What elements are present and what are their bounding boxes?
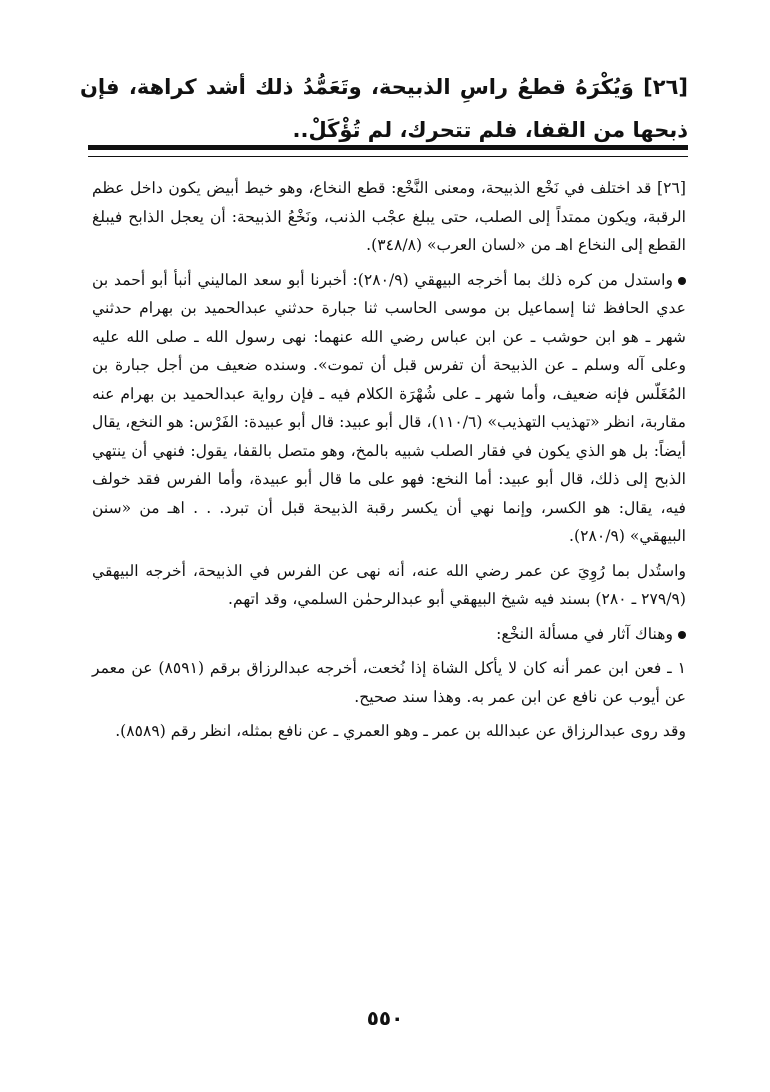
page-number: ٥٥٠: [366, 1006, 404, 1030]
footnote-body: [92, 174, 686, 746]
section-heading: [٢٦] وَيُكْرَهُ قطعُ راسِ الذبيحة، وتَعَمُّدُ ذلك أشد كراهة، فإن ذبحها من القفا، فلم تتحرك، لم تُؤْكَلْ..: [80, 75, 688, 142]
paragraph-text: ١ ـ فعن ابن عمر أنه كان لا يأكل الشاة إذا نُخعت، أخرجه عبدالرزاق برقم (٨٥٩١) عن معمر عن أيوب عن نافع عن ابن عمر به. وهذا سند صحيح.: [92, 659, 686, 706]
bullet-dot-icon: [678, 277, 686, 285]
paragraph-bayhaqi-evidence: [92, 266, 686, 551]
paragraph-text: وقد روى عبدالرزاق عن عبدالله بن عمر ـ وهو العمري ـ عن نافع بمثله، انظر رقم (٨٥٨٩).: [115, 722, 686, 740]
paragraph-text: واستُدل بما رُوِيَ عن عمر رضي الله عنه، أنه نهى عن الفرس في الذبيحة، أخرجه البيهقي (٢٧٩/٩ ـ ٢٨٠) بسند فيه شيخ البيهقي أبو عبدالرحمٰن السلمي، وقد اتهم.: [92, 561, 686, 608]
paragraph-ibn-umar: [92, 654, 686, 711]
paragraph-umar-report: [92, 557, 686, 614]
heading-rule-thin: [88, 156, 688, 157]
paragraph-text: واستدل من كره ذلك بما أخرجه البيهقي (٢٨٠/٩): أخبرنا أبو سعد الماليني أنبأ أبو أحمد بن عدي الحافظ ثنا إسماعيل بن موسى الحاسب ثنا جبارة حدثني عبدالحميد بن بهرام حدثني شهر ـ هو ابن حوشب ـ عن ابن عباس رضي الله عنهما: نهى رسول الله ـ صلى الله عليه وعلى آله وسلم ـ عن الذبيحة أن تفرس قبل أن تموت». وسنده ضعيف من أجل جبارة بن المُغَلّس فإنه ضعيف، وأما شهر ـ على شُهْرَة الكلام فيه ـ فإن رواية عبدالحميد بن بهرام عنه مقاربة، انظر «تهذيب التهذيب» (١١٠/٦)، قال أبو عبيد: قال أبو عبيدة: الفَرْس: هو النخع، يقال أيضاً: بل هو الذي يكون في فقار الصلب شبيه بالمخ، وهو متصل بالقفا، يقول: فنهي أن ينتهي الذبح إلى ذلك، قال أبو عبيد: أما النخع: فهو على ما قال أبو عبيدة، وأما الفرس فقد خولف فيه، يقال: هو الكسر، وإنما نهي أن يكسر رقبة الذبيحة قبل أن تبرد. . . اهـ من «سنن البيهقي» (٢٨٠/٩).: [92, 270, 686, 545]
bullet-dot-icon: [678, 631, 686, 639]
heading-rule-thick: [88, 145, 688, 150]
paragraph-athar-intro: [92, 620, 686, 649]
paragraph-text: [٢٦] قد اختلف في نَخْع الذبيحة، ومعنى النَّخْع: قطع النخاع، وهو خيط أبيض يكون داخل عظم الرقبة، ويكون ممتداً إلى الصلب، حتى يبلغ عجْب الذنب، ونَخْعُ الذبيحة: أن يعجل الذابح فيبلغ القطع إلى النخاع اهـ من «لسان العرب» (٣٤٨/٨).: [92, 179, 686, 254]
paragraph-definition: [92, 174, 686, 260]
paragraph-abdulrazzaq: [92, 717, 686, 746]
paragraph-text: وهناك آثار في مسألة النخْع:: [496, 624, 673, 643]
